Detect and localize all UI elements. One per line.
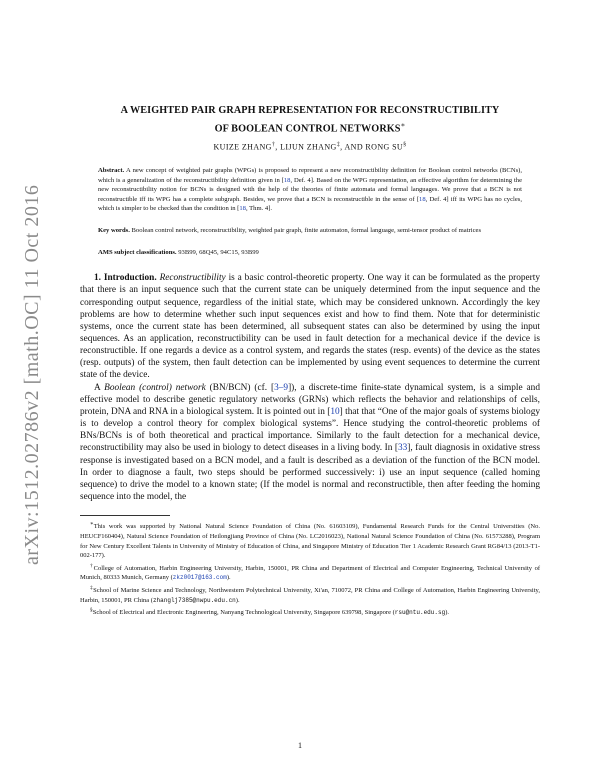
citation-link[interactable]: 3–9 [274,382,289,393]
citation-link[interactable]: 18 [283,176,291,184]
p2-text-a: A [94,382,105,393]
arxiv-identifier-stamp: arXiv:1512.02786v2 [math.OC] 11 Oct 2016 [21,184,43,565]
footnote-text: School of Marine Science and Technology, Northwestern Polytechnical University, Xi'an, 710072, PR China and College of Automation, Harbin Engineering University, Harbin, 150001, PR China ( [80,587,541,604]
author-1: KUIZE ZHANG [213,143,272,153]
author-2-mark[interactable]: ‡ [336,142,341,149]
footnote-mark: ∗ [90,521,94,528]
abstract-text-3: , Def. 4] iff its WPG has no cycles, which is simpler to be checked than the condition in [ [98,195,522,213]
footnote-mark: † [90,562,94,569]
author-list [80,142,540,152]
footnote-text-end: ). [445,609,449,617]
footnote-author-2 [80,584,540,605]
title-line-2-text: OF BOOLEAN CONTROL NETWORKS [214,123,401,135]
footnote-text: School of Electrical and Electronic Engineering, Nanyang Technological University, Singapore 639798, Singapore ( [92,609,395,617]
title-footnote-mark[interactable]: ∗ [400,121,406,129]
footnote-text: This work was supported by National Natural Science Foundation of China (No. 61603109), Fundamental Research Funds for the Central Universities (No. HEUCF160404), Natural Science Foundation of Heilongjiang Province of China (No. LC2016023), National Natural Science Foundation of China (No. 61573288), Program for New Century Excellent Talents in University of Ministry of Education of China, and Singapore Ministry of Education Tier 1 Academic Research Grant RG84/13 (2013-T1-002-177). [80,523,540,560]
author-1-mark[interactable]: † [271,142,276,149]
footnotes [80,520,540,618]
footnote-divider [80,515,170,516]
ams-classifications [98,248,522,258]
author-3-mark[interactable]: § [403,142,407,149]
citation-link[interactable]: 18 [419,195,426,203]
p2-text-b: (BN/BCN) (cf. [ [205,382,275,393]
page-number: 1 [298,741,302,750]
p2-term: Boolean (control) network [104,382,206,393]
author-separator-1: , [275,143,281,153]
footnote-text: College of Automation, Harbin Engineering University, Harbin, 150001, PR China and Department of Electrical and Computer Engineering, Technical University of Munich, 80333 Munich, Germany ( [80,564,541,582]
paper-page [80,104,540,619]
email-link[interactable]: rsu@ntu.edu.sg [394,609,446,617]
abstract-text-1: A new concept of weighted pair graphs (WPGs) is proposed to represent a new reconstructibility definition for Boolean control networks (BCNs), which is a generalization of the reconstructibility definition given in [ [98,167,522,184]
footnote-mark: ‡ [90,585,94,592]
keywords-label: Key words. [98,227,130,235]
p2-text-d: ] that that “One of the major goals of systems biology is to develop a control theory for complex biological systems”. Hence studying the control-theoretic problems of BNs/BCNs is of both theoretical and practical importance. Similarly to the fault detection for a mechanical device, reconstructibility may also be used in biology to detect diseases in a living body. In [ [80,406,541,454]
title-line-2 [80,118,540,136]
p2-text-c: ]), a discrete-time finite-state dynamical system, is a simple and effective model to describe genetic regulatory networks (GRNs) which reflects the behavior and relationships of cells, protein, DNA and RNA in a biological system. It is pointed out in [ [80,382,540,417]
introduction-paragraph-1 [80,272,540,381]
citation-link[interactable]: 18 [239,205,246,213]
keywords [98,226,522,236]
abstract-text-2: , Def. 4]. Based on the WPG representation, an effective algorithm for determining the new reconstructibility notion for BCNs is designed with the help of the theories of finite automata and formal languages. We prove that a BCN is not reconstructible iff its WPG has a complete subgraph. Besides, we prove that a BCN is reconstructible in the sense of [ [98,176,522,203]
footnote-text-end: ). [226,574,231,582]
intro-paragraph-1-text: is a basic control-theoretic property. One way it can be formulated as the property that there is an input sequence such that the current state can be uniquely determined from the input sequence and the corresponding output sequence, regardless of the initial state, which may be considered unknown. Accordingly the key problems are how to determine whether such input sequences exist and how to find them. Note that for deterministic systems, once the current state has been determined, all subsequent states can also be determined by using the input sequences. As an application, reconstructibility can be used in fault detection for a mechanical device if the device is reconstructible. If one regards a device as a control system, and regards the states (resp. events) of the device as the states (resp. outputs) of the system, then fault detection can be implemented by using event sequences to determine the current state of the device. [80,273,541,381]
title-line-1: A WEIGHTED PAIR GRAPH REPRESENTATION FOR RECONSTRUCTIBILITY [120,105,500,116]
ams-text: 93B99, 68Q45, 94C15, 93B99 [176,248,259,256]
footnote-funding [80,520,540,561]
citation-link[interactable]: 33 [397,443,408,454]
intro-lead-term: Reconstructibility [159,273,226,284]
footnote-author-3 [80,606,540,618]
abstract-text-4: , Thm. 4]. [245,205,273,213]
author-2: LIJUN ZHANG [280,143,337,153]
abstract-label: Abstract. [98,167,125,175]
p2-text-e: ], fault diagnosis in oxidative stress response is investigated based on a BCN model, and a fault is described as a deviation of the function of the BCN model. In order to diagnose a fault, two steps should be performed successively: i) use an input sequence (called homing sequence) to drive the model to a known state; (If the model is normal and reconstructible, then after feeding the homing sequence into the model, the [80,443,540,503]
footnote-author-1 [80,562,540,583]
footnote-mark: § [90,607,93,614]
ams-label: AMS subject classifications. [98,248,177,256]
keywords-text: Boolean control network, reconstructibility, weighted pair graph, finite automaton, formal language, semi-tensor product of matrices [129,227,482,235]
footnote-text-end: ). [235,596,240,604]
citation-link[interactable]: 10 [330,406,340,417]
email-link[interactable]: zkz0017@163.com [172,574,227,582]
paper-title [80,104,540,136]
email-link[interactable]: zhanglj7385@nwpu.edu.cn [152,596,236,604]
author-separator-2: , AND [340,143,366,153]
abstract [98,166,522,214]
introduction-paragraph-2 [80,382,540,504]
section-heading: 1. Introduction. [94,273,157,284]
author-3: RONG SU [365,143,404,153]
